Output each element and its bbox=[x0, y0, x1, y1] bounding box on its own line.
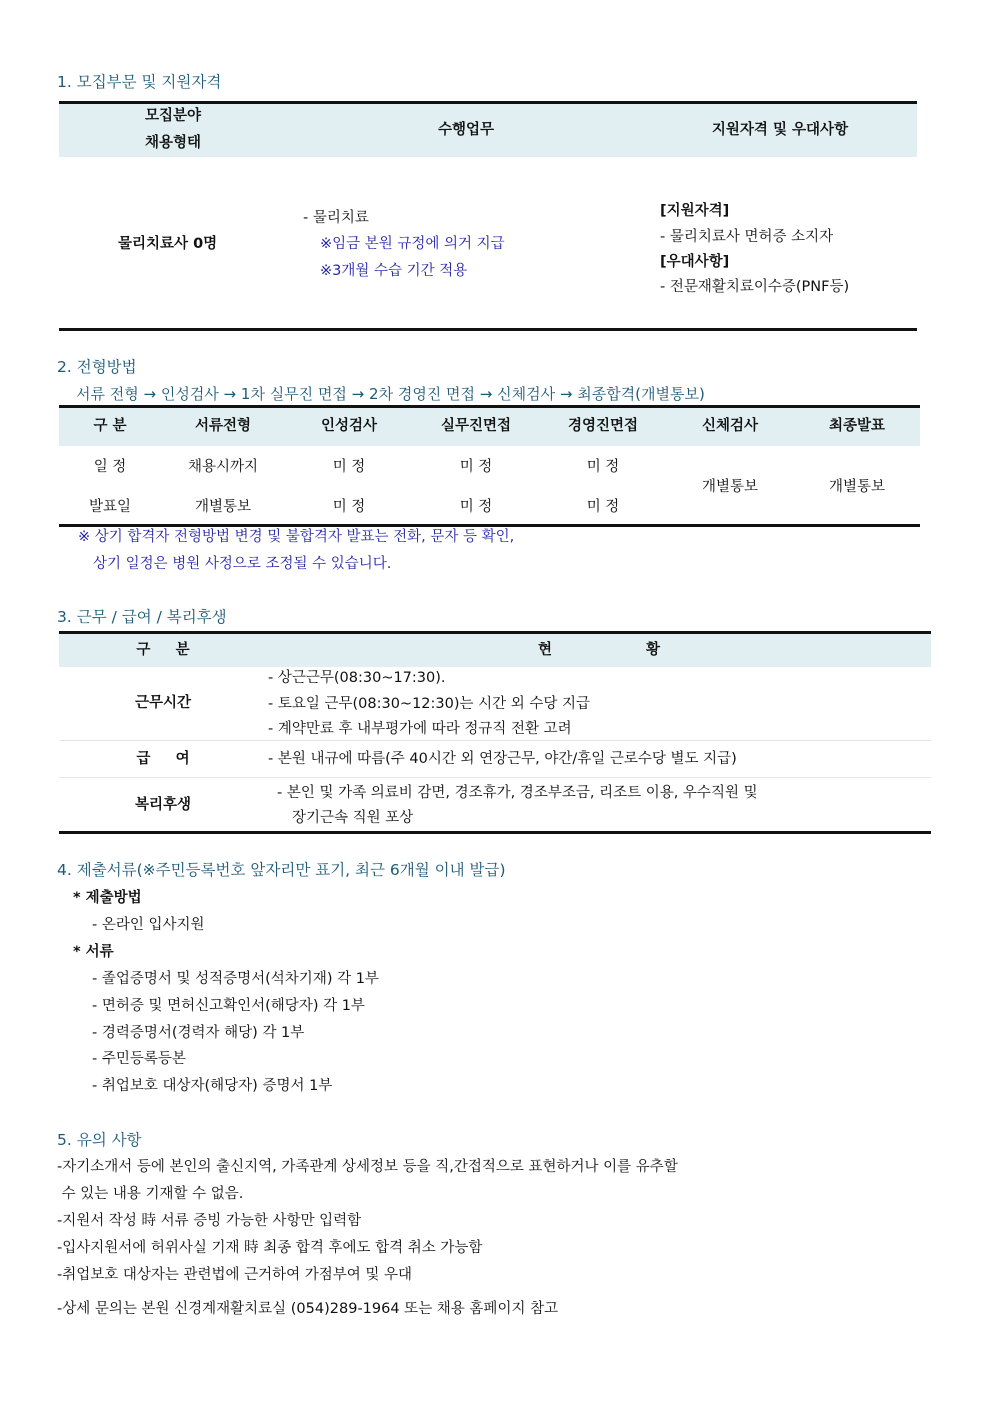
header-qualifications: 지원자격 및 우대사항 bbox=[711, 122, 849, 138]
header-status: 황 bbox=[646, 642, 661, 658]
announcement-cell: 미 정 bbox=[586, 499, 620, 515]
submission-method-label: * 제출방법 bbox=[73, 890, 142, 906]
notice-line: -자기소개서 등에 본인의 출신지역, 가족관계 상세정보 등을 직,간접적으로 표현하거나 이를 유추할 bbox=[57, 1159, 678, 1175]
welfare-line: - 본인 및 가족 의료비 감면, 경조휴가, 경조부조금, 리조트 이용, 우수직원 및 bbox=[277, 785, 758, 801]
salary-line: - 본원 내규에 따름(주 40시간 외 연장근무, 야간/휴일 근로수당 별도 지급) bbox=[268, 751, 737, 767]
recruit-field: 물리치료사 0명 bbox=[118, 236, 218, 252]
preference-label: [우대사항] bbox=[660, 254, 730, 270]
header-field: 모집분야 bbox=[144, 108, 202, 124]
section5-title: 5. 유의 사항 bbox=[57, 1131, 142, 1149]
documents-label: * 서류 bbox=[73, 944, 114, 960]
schedule-cell: 미 정 bbox=[586, 459, 620, 475]
document-item: - 졸업증명서 및 성적증명서(석차기재) 각 1부 bbox=[92, 971, 379, 987]
row-label-schedule: 일 정 bbox=[93, 459, 127, 475]
header-final-announcement: 최종발표 bbox=[828, 418, 886, 434]
header-document-screening: 서류전형 bbox=[194, 418, 252, 434]
schedule-cell: 미 정 bbox=[332, 459, 366, 475]
schedule-cell: 미 정 bbox=[459, 459, 493, 475]
hours-line: - 토요일 근무(08:30~12:30)는 시간 외 수당 지급 bbox=[268, 696, 591, 712]
header-category: 구 분 bbox=[136, 642, 190, 658]
section4-title: 4. 제출서류(※주민등록번호 앞자리만 표기, 최근 6개월 이내 발급) bbox=[57, 861, 506, 879]
header-employment-type: 채용형태 bbox=[144, 135, 202, 151]
welfare-line: 장기근속 직원 포상 bbox=[292, 810, 414, 826]
row-divider bbox=[59, 777, 931, 778]
row-divider bbox=[59, 740, 931, 741]
notice-line: -취업보호 대상자는 관련법에 근거하여 가점부여 및 우대 bbox=[57, 1267, 413, 1283]
duty-note: ※임금 본원 규정에 의거 지급 bbox=[320, 236, 505, 252]
announcement-cell: 미 정 bbox=[459, 499, 493, 515]
document-item: - 면허증 및 면허신고확인서(해당자) 각 1부 bbox=[92, 998, 365, 1014]
table3-header bbox=[59, 634, 931, 667]
row-label-welfare: 복리후생 bbox=[134, 797, 192, 813]
announcement-cell: 미 정 bbox=[332, 499, 366, 515]
notice-line: -지원서 작성 時 서류 증빙 가능한 사항만 입력함 bbox=[57, 1213, 362, 1229]
qualification-item: - 물리치료사 면허증 소지자 bbox=[660, 229, 834, 245]
duty-note: ※3개월 수습 기간 적용 bbox=[320, 263, 468, 279]
notice-line: -입사지원서에 허위사실 기재 時 최종 합격 후에도 합격 취소 가능함 bbox=[57, 1240, 483, 1256]
hours-line: - 상근근무(08:30~17:30). bbox=[268, 670, 446, 686]
row-label-hours: 근무시간 bbox=[134, 695, 192, 711]
selection-note: ※ 상기 합격자 전형방법 변경 및 불합격자 발표는 전화, 문자 등 확인, bbox=[78, 529, 515, 545]
header-staff-interview: 실무진면접 bbox=[440, 418, 512, 434]
physical-exam-cell: 개별통보 bbox=[701, 479, 759, 495]
duty-item: - 물리치료 bbox=[303, 210, 369, 226]
table1-bottom-border bbox=[59, 328, 917, 331]
section2-title: 2. 전형방법 bbox=[57, 358, 137, 376]
row-label-salary: 급 여 bbox=[136, 751, 190, 767]
selection-note: 상기 일정은 병원 사정으로 조정될 수 있습니다. bbox=[93, 556, 392, 572]
header-category: 구 분 bbox=[93, 418, 127, 434]
submission-method: - 온라인 입사지원 bbox=[92, 917, 205, 933]
contact-line: -상세 문의는 본원 신경계재활치료실 (054)289-1964 또는 채용 홈페이지 참고 bbox=[57, 1301, 559, 1317]
schedule-cell: 채용시까지 bbox=[187, 459, 259, 475]
hours-line: - 계약만료 후 내부평가에 따라 정규직 전환 고려 bbox=[268, 721, 572, 737]
header-physical-exam: 신체검사 bbox=[701, 418, 759, 434]
document-item: - 경력증명서(경력자 해당) 각 1부 bbox=[92, 1025, 305, 1041]
table3-bottom-border bbox=[59, 831, 931, 834]
qualification-label: [지원자격] bbox=[660, 203, 730, 219]
final-announcement-cell: 개별통보 bbox=[828, 479, 886, 495]
notice-line: 수 있는 내용 기재할 수 없음. bbox=[57, 1186, 244, 1202]
document-item: - 주민등록등본 bbox=[92, 1051, 186, 1067]
header-duties: 수행업무 bbox=[437, 122, 495, 138]
selection-flow: 서류 전형 → 인성검사 → 1차 실무진 면접 → 2차 경영진 면접 → 신체검사 → 최종합격(개별통보) bbox=[76, 385, 705, 403]
header-personality-test: 인성검사 bbox=[320, 418, 378, 434]
row-label-announcement: 발표일 bbox=[88, 499, 132, 515]
document-item: - 취업보호 대상자(해당자) 증명서 1부 bbox=[92, 1078, 333, 1094]
table2-bottom-border bbox=[59, 524, 920, 527]
preference-item: - 전문재활치료이수증(PNF등) bbox=[660, 279, 850, 295]
section1-title: 1. 모집부문 및 지원자격 bbox=[57, 73, 222, 91]
announcement-cell: 개별통보 bbox=[194, 499, 252, 515]
header-executive-interview: 경영진면접 bbox=[567, 418, 639, 434]
header-status: 현 bbox=[538, 642, 553, 658]
section3-title: 3. 근무 / 급여 / 복리후생 bbox=[57, 608, 227, 626]
